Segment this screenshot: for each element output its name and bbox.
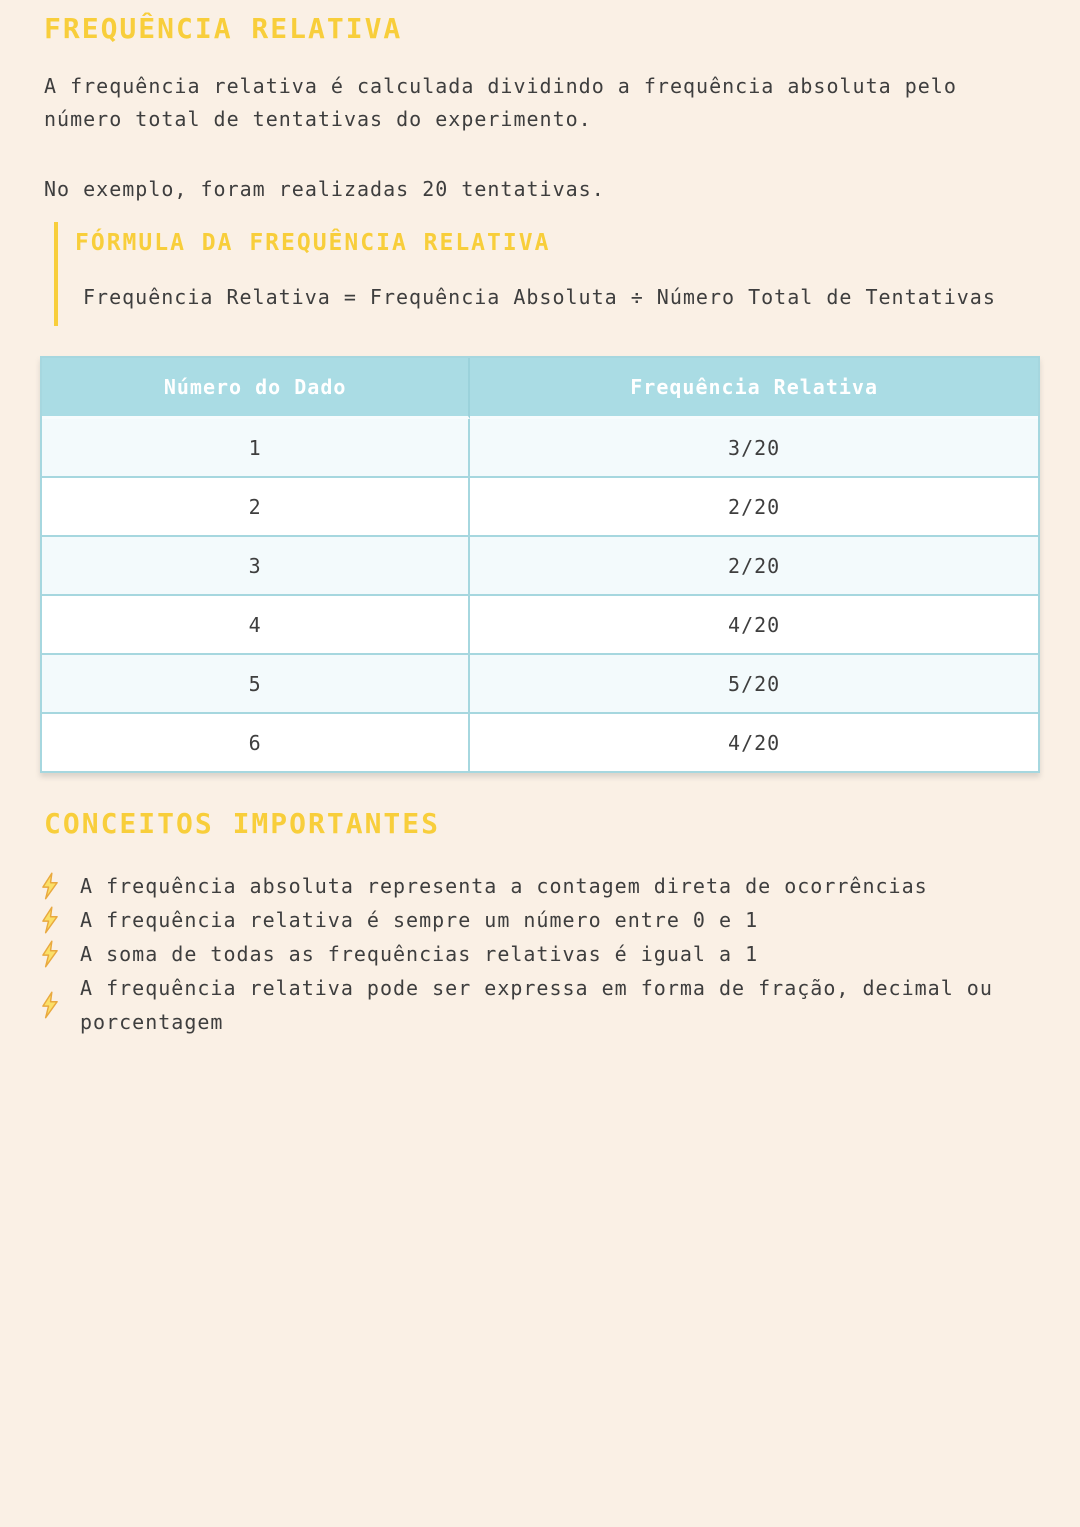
- table-row: [42, 594, 1038, 653]
- formula-text: Frequência Relativa = Frequência Absoluta ÷ Número Total de Tentativas: [83, 285, 996, 309]
- lightning-bolt-icon: [40, 906, 60, 934]
- die-number-cell: 6: [42, 712, 470, 771]
- header-row: [42, 358, 1038, 419]
- formula-heading: FÓRMULA DA FREQUÊNCIA RELATIVA: [75, 230, 551, 256]
- concept-item: [40, 937, 1040, 971]
- example-note: No exemplo, foram realizadas 20 tentativas.: [44, 177, 605, 201]
- relative-frequency-cell: 5/20: [470, 653, 1038, 712]
- frequency-table: [40, 356, 1040, 773]
- die-number-cell: 5: [42, 653, 470, 712]
- concept-item: [40, 869, 1040, 903]
- die-number-header: Número do Dado: [42, 358, 470, 419]
- frequency-table-body: [42, 419, 1038, 771]
- relative-frequency-cell: 4/20: [470, 712, 1038, 771]
- concept-item: [40, 971, 1040, 1039]
- formula-callout: [54, 222, 1040, 326]
- relative-frequency-cell: 2/20: [470, 535, 1038, 594]
- die-number-cell: 3: [42, 535, 470, 594]
- table-row: [42, 476, 1038, 535]
- lightning-bolt-icon: [40, 940, 60, 968]
- relative-frequency-cell: 4/20: [470, 594, 1038, 653]
- table-row: [42, 653, 1038, 712]
- lightning-bolt-icon: [40, 872, 60, 900]
- concept-text: A frequência absoluta representa a contagem direta de ocorrências: [80, 874, 928, 898]
- concept-text: A frequência relativa é sempre um número entre 0 e 1: [80, 908, 759, 932]
- die-number-cell: 1: [42, 419, 470, 476]
- table-row: [42, 535, 1038, 594]
- concepts-list: [40, 869, 1040, 1039]
- relative-frequency-cell: 2/20: [470, 476, 1038, 535]
- die-number-cell: 4: [42, 594, 470, 653]
- intro-paragraph: A frequência relativa é calculada dividindo a frequência absoluta pelo número total de tentativas do experimento.: [44, 74, 957, 131]
- relative-frequency-header: Frequência Relativa: [470, 358, 1038, 419]
- table-row: [42, 712, 1038, 771]
- concepts-heading: CONCEITOS IMPORTANTES: [44, 807, 441, 840]
- lightning-bolt-icon: [40, 991, 60, 1019]
- frequency-table-head: [42, 358, 1038, 419]
- concept-text: A soma de todas as frequências relativas é igual a 1: [80, 942, 759, 966]
- die-number-cell: 2: [42, 476, 470, 535]
- table-row: [42, 419, 1038, 476]
- page-title: FREQUÊNCIA RELATIVA: [44, 12, 403, 45]
- relative-frequency-cell: 3/20: [470, 419, 1038, 476]
- concept-text: A frequência relativa pode ser expressa em forma de fração, decimal ou porcentagem: [80, 976, 993, 1034]
- concept-item: [40, 903, 1040, 937]
